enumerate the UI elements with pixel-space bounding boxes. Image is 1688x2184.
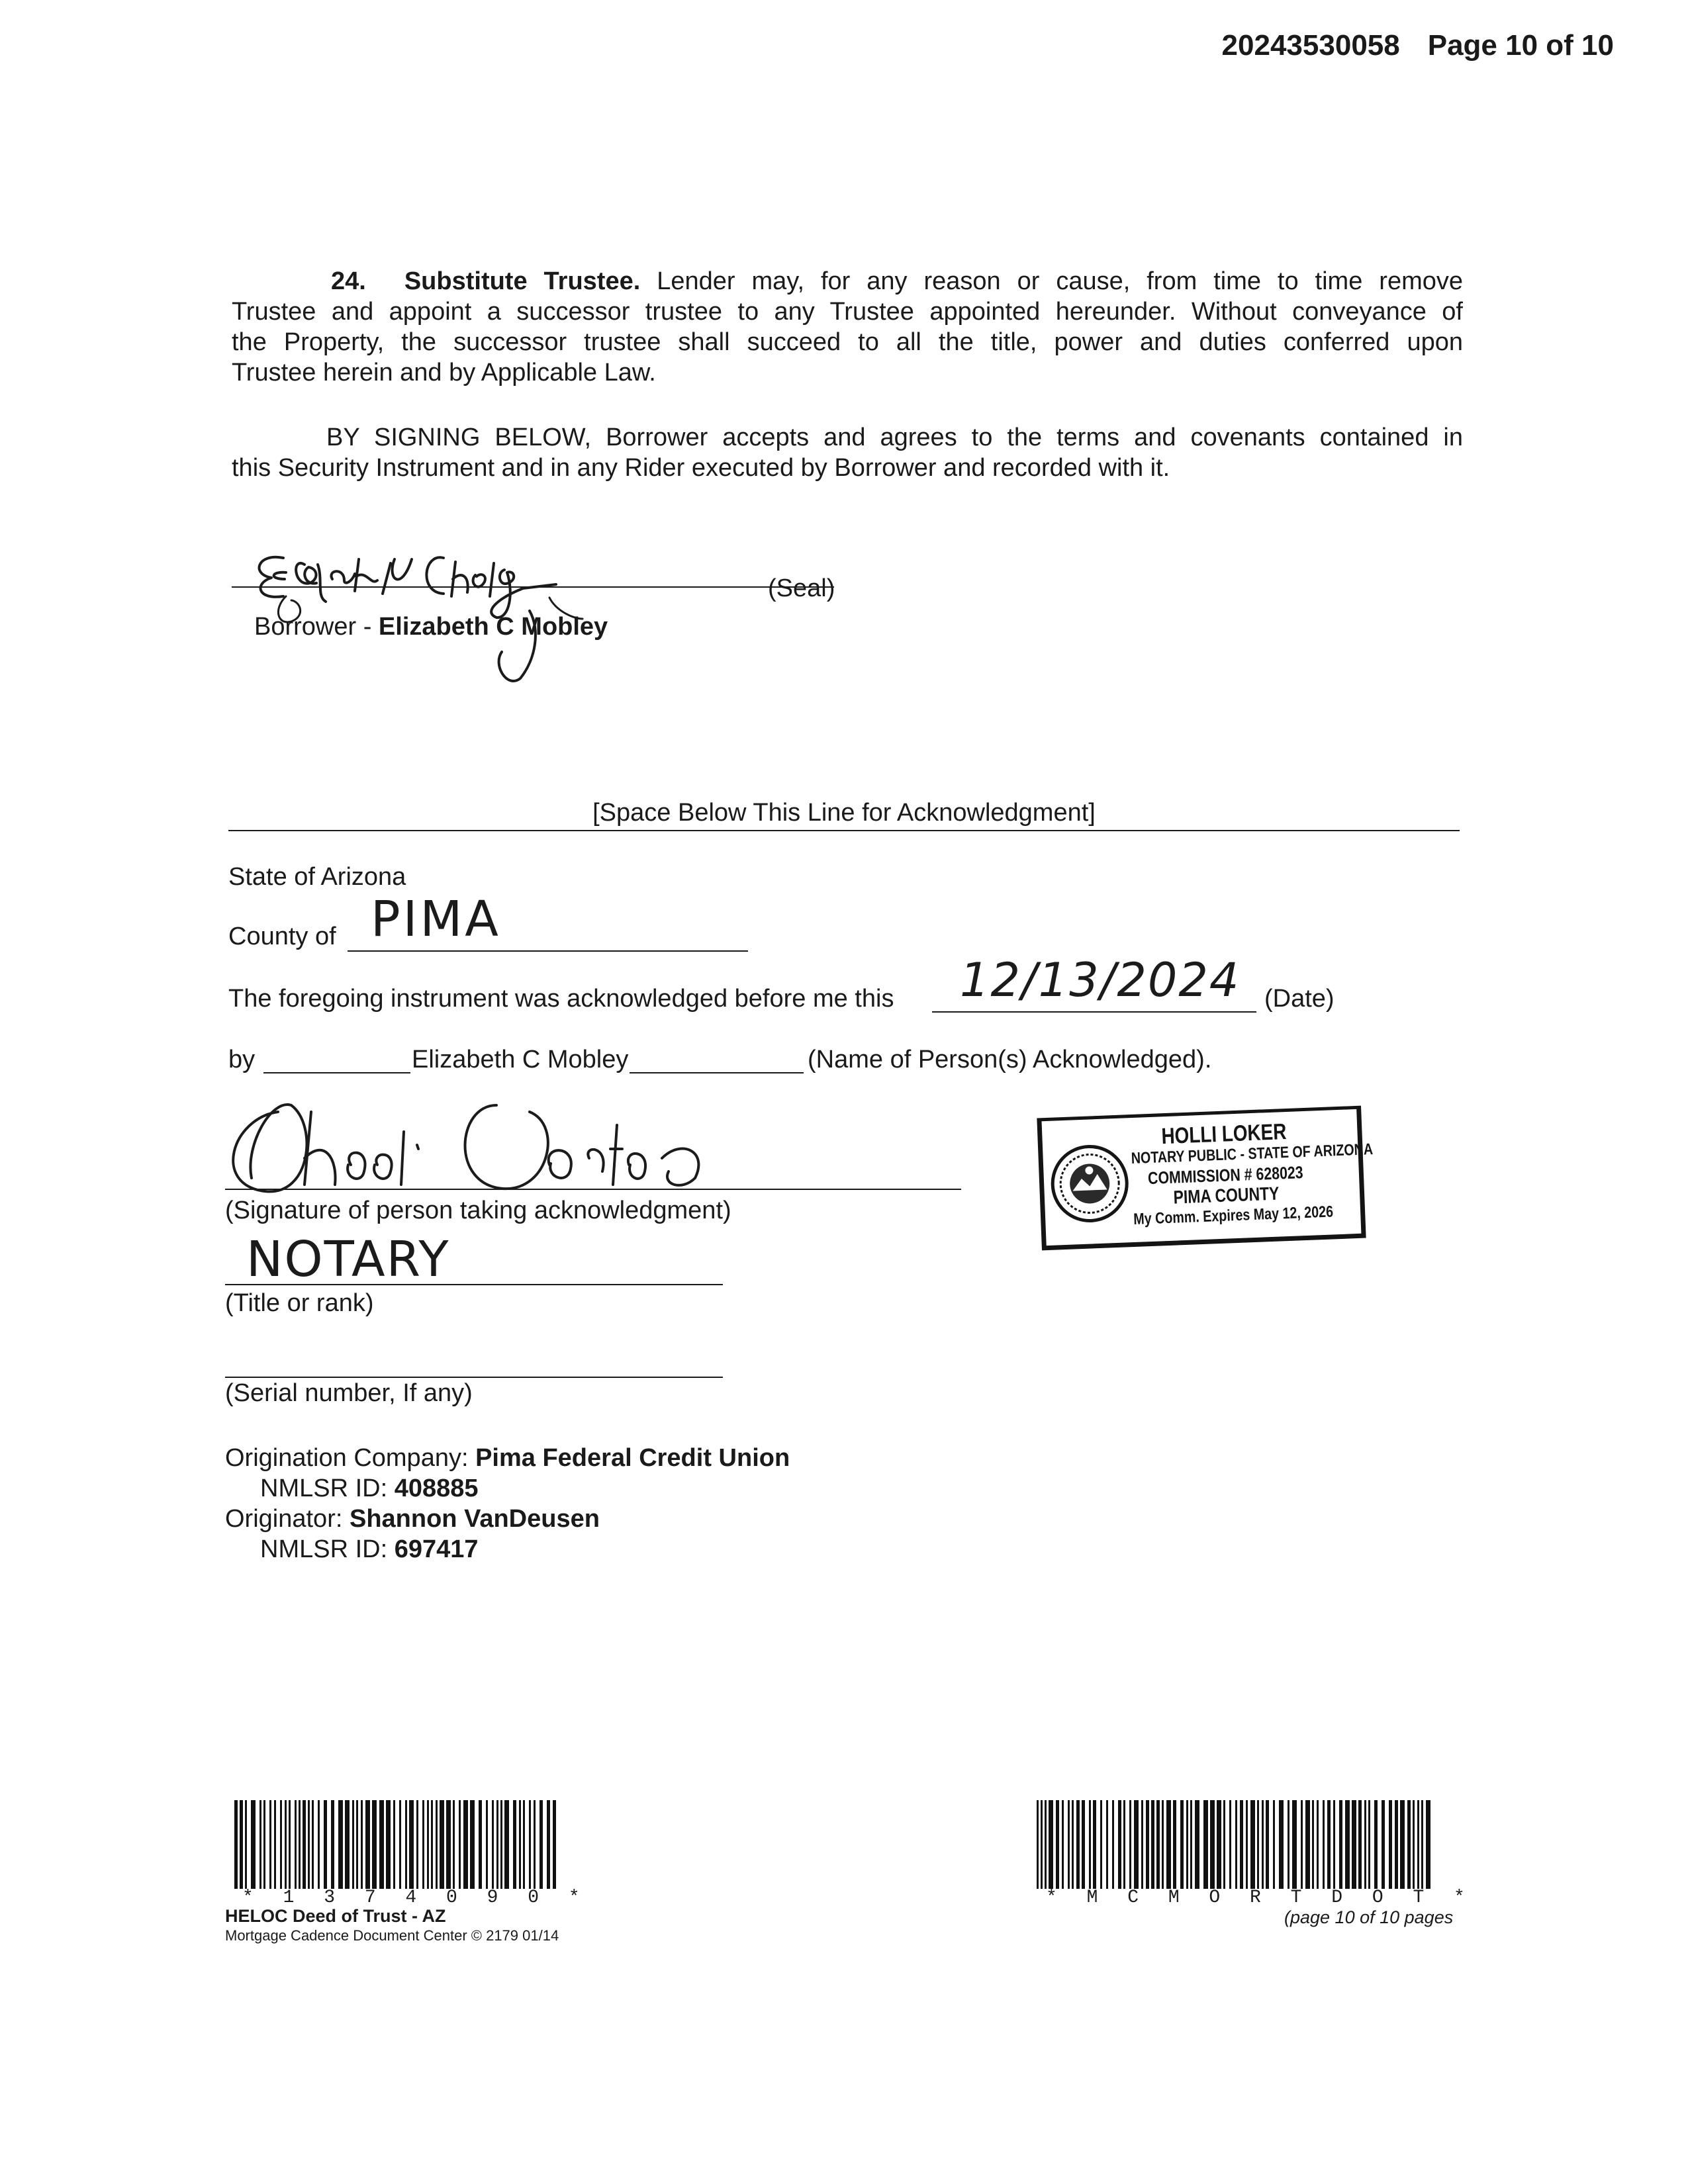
borrower-label: Borrower - (254, 613, 379, 641)
county-label: County of (228, 923, 336, 950)
barcode-bar (416, 1800, 418, 1889)
barcode-bar (1235, 1800, 1237, 1889)
barcode-bar (1327, 1800, 1331, 1889)
barcode-bar (393, 1800, 395, 1889)
barcode-bar (308, 1800, 310, 1889)
barcode-bar (1129, 1800, 1131, 1889)
state-line: State of Arizona (228, 863, 406, 891)
barcode-bar (459, 1800, 461, 1889)
barcode-bar (1273, 1800, 1275, 1889)
barcode-bar (1190, 1800, 1192, 1889)
barcode-bar (1037, 1800, 1039, 1889)
barcode-bar (1166, 1800, 1171, 1889)
barcode-bar (269, 1800, 271, 1889)
barcode-bar (1180, 1800, 1184, 1889)
recording-number: 20243530058 (1221, 29, 1400, 62)
barcode-bar (470, 1800, 475, 1889)
barcode-bar (1345, 1800, 1350, 1889)
barcode-bar (405, 1800, 407, 1889)
county-handwritten: PIMA (371, 891, 501, 948)
page-note: (page 10 of 10 pages (1284, 1907, 1454, 1927)
barcode-bar (463, 1800, 468, 1889)
barcode-bar (1229, 1800, 1231, 1889)
barcode-bar (1118, 1800, 1121, 1889)
origination-company-name: Pima Federal Credit Union (475, 1444, 790, 1472)
notary-stamp-line-3: PIMA COUNTY (1173, 1183, 1280, 1208)
form-title: HELOC Deed of Trust - AZ (225, 1906, 446, 1926)
barcode-bar (251, 1800, 256, 1889)
barcode-right (1037, 1800, 1434, 1889)
barcode-bar (240, 1800, 243, 1889)
barcode-bar (299, 1800, 301, 1889)
barcode-bar (523, 1800, 525, 1889)
barcode-bar (361, 1800, 363, 1889)
barcode-bar (500, 1800, 502, 1889)
barcode-bar (331, 1800, 334, 1889)
notary-name: HOLLI LOKER (1160, 1119, 1288, 1150)
barcode-bar (479, 1800, 482, 1889)
barcode-bar (1323, 1800, 1325, 1889)
acknowledgment-divider (228, 830, 1460, 831)
barcode-bar (519, 1800, 521, 1889)
section-24-line-3: the Property, the successor trustee shall succeed to all the title, power and duties conferred upon (232, 328, 1463, 356)
seal-label: (Seal) (768, 574, 835, 602)
arizona-seal-icon (1049, 1142, 1131, 1225)
barcode-bar (303, 1800, 306, 1889)
barcode-bar (513, 1800, 516, 1889)
notary-signature-line (225, 1189, 961, 1190)
barcode-bar (1106, 1800, 1108, 1889)
barcode-bar (534, 1800, 536, 1889)
barcode-bar (318, 1800, 320, 1889)
county-line (348, 950, 748, 952)
barcode-bar (529, 1800, 531, 1889)
barcode-bar (274, 1800, 276, 1889)
barcode-bar (1246, 1800, 1248, 1889)
barcode-bar (1312, 1800, 1314, 1889)
originator: Originator: Shannon VanDeusen (225, 1505, 600, 1533)
barcode-bar (1093, 1800, 1096, 1889)
section-24-heading: Substitute Trustee. (404, 267, 641, 295)
company-nmlsr: NMLSR ID: 408885 (260, 1475, 479, 1502)
barcode-bar (427, 1800, 429, 1889)
date-label: (Date) (1264, 985, 1335, 1013)
barcode-bar (1407, 1800, 1411, 1889)
barcode-bar (365, 1800, 370, 1889)
barcode-bar (1112, 1800, 1114, 1889)
section-24-line-2: Trustee and appoint a successor trustee to any Trustee appointed hereunder. Without conveyance of (232, 298, 1463, 326)
barcode-bar (436, 1800, 438, 1889)
barcode-bar (1082, 1800, 1085, 1889)
barcode-bar (1266, 1800, 1269, 1889)
notary-stamp-line-2: COMMISSION # 628023 (1147, 1162, 1304, 1189)
title-label: (Title or rank) (225, 1289, 374, 1317)
barcode-bar (553, 1800, 556, 1889)
barcode-bar (504, 1800, 509, 1889)
barcode-bar (356, 1800, 358, 1889)
barcode-bar (338, 1800, 343, 1889)
date-line (932, 1011, 1256, 1013)
barcode-bar (1257, 1800, 1259, 1889)
barcode-bar (1068, 1800, 1070, 1889)
barcode-bar (1250, 1800, 1255, 1889)
barcode-bar (1279, 1800, 1284, 1889)
barcode-bar (1240, 1800, 1243, 1889)
acknowledged-person-name: Elizabeth C Mobley (412, 1046, 629, 1073)
section-24-number: 24. (331, 267, 366, 295)
barcode-bar (1151, 1800, 1154, 1889)
originator-name: Shannon VanDeusen (349, 1505, 600, 1533)
barcode-bar (1134, 1800, 1139, 1889)
barcode-left-text: * 1 3 7 4 0 9 0 * (242, 1888, 589, 1908)
barcode-bar (492, 1800, 494, 1889)
barcode-bar (312, 1800, 314, 1889)
barcode-bar (1173, 1800, 1176, 1889)
barcode-bar (263, 1800, 265, 1889)
barcode-left (234, 1800, 559, 1889)
barcode-bar (547, 1800, 550, 1889)
signature-label: (Signature of person taking acknowledgment) (225, 1197, 731, 1224)
barcode-bar (399, 1800, 401, 1889)
barcode-bar (1374, 1800, 1378, 1889)
barcode-bar (1146, 1800, 1149, 1889)
barcode-bar (1072, 1800, 1074, 1889)
barcode-bar (1305, 1800, 1310, 1889)
barcode-bar (539, 1800, 543, 1889)
barcode-right-text: * M C M O R T D O T * (1046, 1888, 1474, 1908)
section-24-line-4: Trustee herein and by Applicable Law. (232, 359, 656, 387)
barcode-bar (1417, 1800, 1419, 1889)
borrower-signature-line (232, 586, 834, 588)
by-label: by (228, 1046, 256, 1073)
barcode-bar (379, 1800, 384, 1889)
barcode-bar (1364, 1800, 1366, 1889)
barcode-bar (1195, 1800, 1199, 1889)
barcode-bar (1339, 1800, 1342, 1889)
barcode-bar (1292, 1800, 1297, 1889)
barcode-bar (1156, 1800, 1160, 1889)
notary-stamp-line-4: My Comm. Expires May 12, 2026 (1133, 1203, 1334, 1228)
notary-stamp (1037, 1106, 1374, 1251)
signing-statement-line-2: this Security Instrument and in any Rider executed by Borrower and recorded with it. (232, 454, 1170, 482)
barcode-bar (1426, 1800, 1430, 1889)
barcode-bar (1217, 1800, 1221, 1889)
foregoing-text: The foregoing instrument was acknowledged before me this (228, 985, 894, 1013)
barcode-bar (1076, 1800, 1080, 1889)
page-header (1222, 29, 1614, 62)
barcode-bar (234, 1800, 238, 1889)
barcode-bar (496, 1800, 498, 1889)
barcode-bar (1333, 1800, 1335, 1889)
title-line (225, 1284, 723, 1285)
barcode-bar (422, 1800, 424, 1889)
barcode-bar (1382, 1800, 1385, 1889)
barcode-bar (1041, 1800, 1043, 1889)
barcode-bar (1413, 1800, 1415, 1889)
barcode-bar (1400, 1800, 1405, 1889)
barcode-bar (1358, 1800, 1362, 1889)
barcode-bar (440, 1800, 444, 1889)
barcode-bar (1203, 1800, 1208, 1889)
borrower-caption (254, 612, 608, 642)
date-handwritten: 12/13/2024 (960, 953, 1241, 1007)
barcode-bar (289, 1800, 291, 1889)
barcode-bar (324, 1800, 327, 1889)
form-source: Mortgage Cadence Document Center © 2179 01/14 (225, 1927, 559, 1944)
barcode-bar (1288, 1800, 1289, 1889)
barcode-bar (352, 1800, 354, 1889)
person-label: (Name of Person(s) Acknowledged). (808, 1046, 1212, 1073)
barcode-bar (1141, 1800, 1143, 1889)
barcode-bar (1368, 1800, 1370, 1889)
barcode-bar (1262, 1800, 1264, 1889)
barcode-bar (1123, 1800, 1125, 1889)
barcode-bar (1389, 1800, 1392, 1889)
barcode-bar (1049, 1800, 1053, 1889)
barcode-bar (431, 1800, 433, 1889)
barcode-bar (486, 1800, 488, 1889)
barcode-bar (372, 1800, 377, 1889)
barcode-bar (280, 1800, 282, 1889)
barcode-bar (1089, 1800, 1091, 1889)
signing-statement-line-1: BY SIGNING BELOW, Borrower accepts and agrees to the terms and covenants contained in (326, 424, 1463, 451)
originator-nmlsr: NMLSR ID: 697417 (260, 1535, 479, 1563)
barcode-bar (1186, 1800, 1188, 1889)
barcode-bar (1062, 1800, 1064, 1889)
barcode-bar (1352, 1800, 1356, 1889)
barcode-bar (1210, 1800, 1215, 1889)
section-24-line-1: 24. Substitute Trustee. Lender may, for any reason or cause, from time to time remove (331, 267, 1464, 295)
notary-stamp-line-1: NOTARY PUBLIC - STATE OF ARIZONA (1131, 1140, 1374, 1168)
barcode-bar (1100, 1800, 1102, 1889)
barcode-bar (446, 1800, 451, 1889)
company-nmlsr-id: 408885 (394, 1475, 479, 1502)
barcode-bar (1162, 1800, 1164, 1889)
barcode-bar (386, 1800, 391, 1889)
barcode-bar (245, 1800, 247, 1889)
title-handwritten: NOTARY (246, 1231, 450, 1288)
signing-statement (232, 422, 1463, 483)
barcode-bar (1056, 1800, 1059, 1889)
barcode-bar (259, 1800, 261, 1889)
page-number: Page 10 of 10 (1427, 29, 1614, 62)
barcode-bar (345, 1800, 350, 1889)
originator-nmlsr-id: 697417 (394, 1535, 479, 1563)
barcode-bar (1301, 1800, 1303, 1889)
barcode-bar (295, 1800, 297, 1889)
acknowledgment-divider-label: [Space Below This Line for Acknowledgment] (592, 799, 1096, 827)
section-24-paragraph (232, 266, 1463, 388)
origination-company: Origination Company: Pima Federal Credit Union (225, 1444, 790, 1472)
barcode-bar (285, 1800, 287, 1889)
barcode-bar (409, 1800, 414, 1889)
barcode-bar (1317, 1800, 1319, 1889)
barcode-bar (1421, 1800, 1423, 1889)
barcode-bar (1223, 1800, 1225, 1889)
borrower-name: Elizabeth C Mobley (378, 613, 608, 641)
barcode-bar (1395, 1800, 1398, 1889)
barcode-bar (453, 1800, 455, 1889)
barcode-bar (1045, 1800, 1047, 1889)
serial-label: (Serial number, If any) (225, 1379, 473, 1407)
